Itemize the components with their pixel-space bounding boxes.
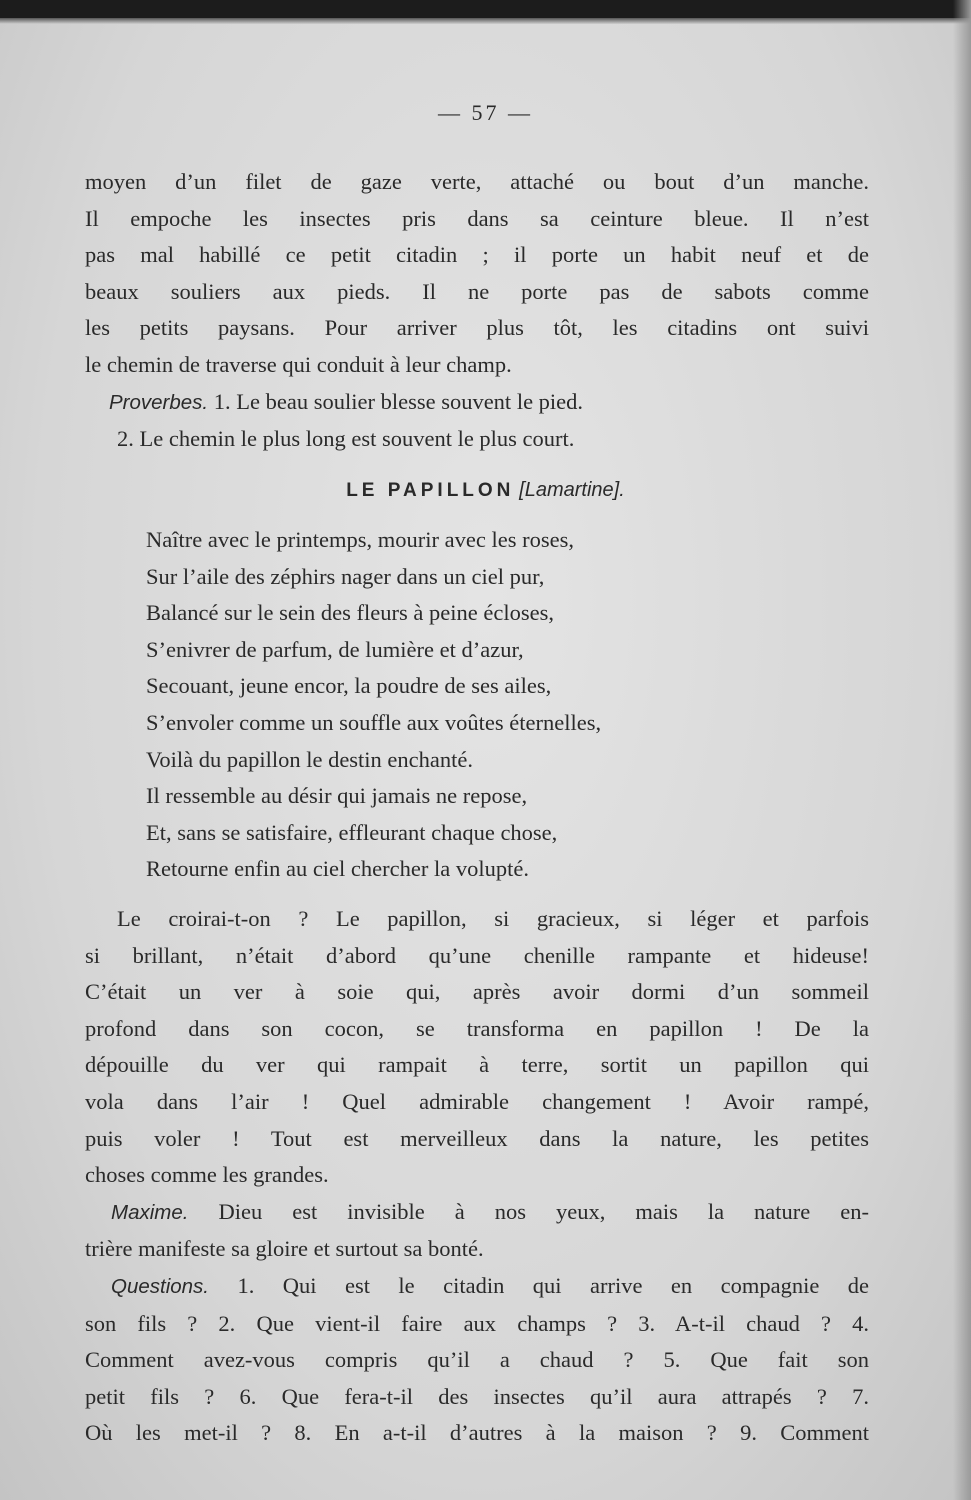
text-line: vola dans l’air ! Quel admirable changement ! Avoir rampé,: [85, 1088, 869, 1114]
text-line: les petits paysans. Pour arriver plus tôt, les citadins ont suivi: [85, 315, 869, 341]
poem-author: [Lamartine].: [519, 479, 625, 501]
poem-line: Sur l’aile des zéphirs nager dans un ciel pur,: [146, 563, 545, 589]
text-line: Comment avez-vous compris qu’il a chaud ? 5. Que fait son: [85, 1347, 869, 1373]
poem-line: Naître avec le printemps, mourir avec les roses,: [146, 527, 574, 552]
paragraph-1: [85, 164, 869, 458]
page-number: — 57 —: [438, 100, 533, 125]
text-line: dépouille du ver qui rampait à terre, sortit un papillon qui: [85, 1052, 869, 1078]
text-line: Il empoche les insectes pris dans sa ceinture bleue. Il n’est: [85, 205, 869, 231]
poem-line: S’envoler comme un souffle aux voûtes éternelles,: [146, 709, 602, 735]
maxime-label: Maxime.: [111, 1200, 189, 1224]
poem-title-text: LE PAPILLON: [346, 480, 515, 501]
proverb-2: 2. Le chemin le plus long est souvent le plus court.: [117, 426, 575, 452]
text-line: Le croirai-t-on ? Le papillon, si gracieux, si léger et parfois: [117, 906, 869, 931]
maxime-line-2: trière manifeste sa gloire et surtout sa bonté.: [85, 1236, 484, 1262]
proverb-1: 1. Le beau soulier blesse souvent le pied.: [213, 388, 584, 414]
text-line: le chemin de traverse qui conduit à leur champ.: [85, 351, 512, 377]
text-line: C’était un ver à soie qui, après avoir dormi d’un sommeil: [85, 979, 869, 1005]
maxime-line-1: [85, 1194, 869, 1232]
poem-title: [0, 479, 971, 502]
text-line: son fils ? 2. Que vient-il faire aux champs ? 3. A-t-il chaud ? 4.: [85, 1310, 869, 1336]
text-line: si brillant, n’était d’abord qu’une chenille rampante et hideuse!: [85, 942, 869, 968]
poem-line: Et, sans se satisfaire, effleurant chaque chose,: [146, 819, 558, 845]
poem: [146, 522, 601, 888]
poem-line: Il ressemble au désir qui jamais ne repose,: [146, 783, 528, 809]
questions-text: 1. Qui est le citadin qui arrive en compagnie de: [237, 1272, 869, 1298]
text-line: puis voler ! Tout est merveilleux dans la nature, les petites: [85, 1125, 869, 1151]
proverbs-line-1: [85, 384, 869, 422]
poem-line: Voilà du papillon le destin enchanté.: [146, 746, 474, 772]
text-line: moyen d’un filet de gaze verte, attaché ou bout d’un manche.: [85, 169, 869, 194]
text-line: Où les met-il ? 8. En a-t-il d’autres à la maison ? 9. Comment: [85, 1420, 869, 1446]
maxime-text: Dieu est invisible à nos yeux, mais la nature en-: [218, 1198, 870, 1224]
poem-line: Balancé sur le sein des fleurs à peine écloses,: [146, 600, 554, 626]
poem-line: Retourne enfin au ciel chercher la volupté.: [146, 856, 529, 882]
text-line: choses comme les grandes.: [85, 1162, 329, 1188]
questions-line-1: [85, 1268, 869, 1306]
page-right-shadow: [953, 0, 971, 1500]
page-top-edge: [0, 0, 971, 20]
questions-label: Questions.: [111, 1274, 209, 1298]
proverbs-label: Proverbes.: [109, 390, 209, 414]
paragraph-2: [85, 901, 869, 1452]
poem-line: S’enivrer de parfum, de lumière et d’azur,: [146, 636, 524, 662]
text-line: pas mal habillé ce petit citadin ; il porte un habit neuf et de: [85, 242, 869, 268]
poem-line: Secouant, jeune encor, la poudre de ses ailes,: [146, 673, 552, 699]
text-line: profond dans son cocon, se transforma en papillon ! De la: [85, 1015, 869, 1041]
text-line: beaux souliers aux pieds. Il ne porte pas de sabots comme: [85, 278, 869, 304]
text-line: petit fils ? 6. Que fera-t-il des insectes qu’il aura attrapés ? 7.: [85, 1383, 869, 1409]
